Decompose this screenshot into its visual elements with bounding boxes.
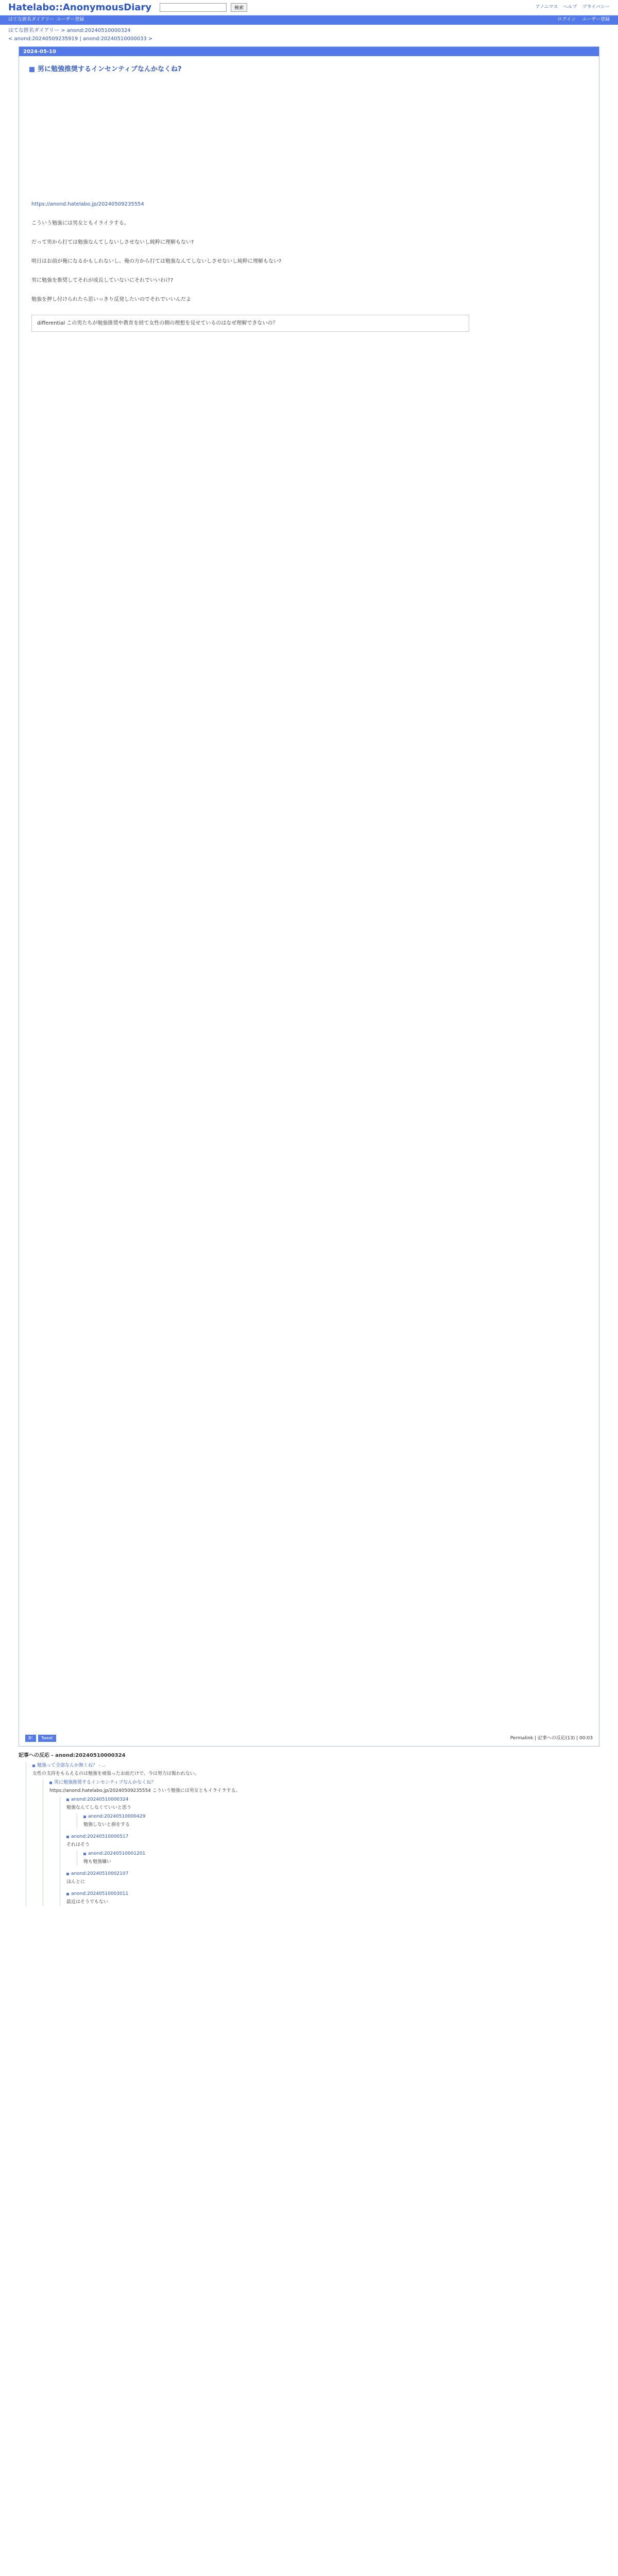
subbar-home[interactable]: はてな匿名ダイアリー <box>8 17 55 23</box>
breadcrumb <box>0 25 618 46</box>
header-link-privacy[interactable]: プライバシー <box>582 4 610 10</box>
comment-author[interactable]: 勉強って全部なんか無くね？ - .. <box>32 1762 599 1770</box>
tweet-button[interactable]: Tweet <box>38 1735 56 1742</box>
entry-title-row <box>19 56 599 77</box>
list-item <box>32 1762 599 1906</box>
list-item <box>66 1871 599 1886</box>
header-link-anonymous[interactable]: アノニマス <box>535 4 558 10</box>
comment-text: 俺も勉強嫌い <box>83 1859 112 1865</box>
quote-block: differential この男たちが勉強推奨や教育を経て女性の側の理想を見せているのはなぜ理解できないの？ <box>31 315 469 332</box>
site-header <box>0 0 618 15</box>
share-button[interactable]: B! <box>25 1735 36 1742</box>
comment-text: 勉強なんてしなくていいと思う <box>66 1805 132 1810</box>
body-line: 男に勉強を推奨してそれが成長していないにそれでいいわけ? <box>31 278 174 283</box>
entry-link[interactable]: https://anond.hatelabo.jp/20240509235554 <box>31 201 144 207</box>
square-icon <box>29 67 35 72</box>
list-item <box>66 1797 599 1828</box>
body-line: 勉強を押し付けられたら思いっきり反発したいのでそれでいいんだよ <box>31 297 191 302</box>
subbar-register[interactable]: ユーザー登録 <box>56 17 84 23</box>
comment-author[interactable]: anond:20240510000517 <box>66 1834 599 1841</box>
comment-text: それはそう <box>66 1842 90 1848</box>
login-link[interactable]: ログイン <box>557 17 576 23</box>
share-buttons <box>25 1735 56 1742</box>
comment-author[interactable]: anond:20240510000324 <box>66 1797 599 1804</box>
comment-author[interactable]: 男に勉強推奨するインセンティブなんかなくね？ <box>49 1780 599 1787</box>
header-links <box>536 4 610 11</box>
list-item <box>66 1834 599 1866</box>
prev-next-links[interactable]: < anond:20240509235919 | anond:20240510000033 > <box>8 36 153 42</box>
site-logo[interactable]: Hatelabo::AnonymousDiary <box>8 2 152 13</box>
comment-author[interactable]: anond:20240510001201 <box>83 1851 599 1858</box>
list-item <box>49 1780 599 1906</box>
body-line: だって男から打ては勉強なんてしないしさせないし純粋に理解もない? <box>31 240 194 245</box>
list-item <box>66 1891 599 1906</box>
entry-date: 2024-05-10 <box>19 47 599 56</box>
trackback-heading: 記事への反応 - anond:20240510000324 <box>19 1753 126 1758</box>
body-line: 明日はお前が俺になるかもしれないし、俺の方から打ては勉強なんてしないしさせないし純粋に理解もない? <box>31 259 282 264</box>
search-input[interactable] <box>160 3 227 12</box>
comment-text: https://anond.hatelabo.jp/20240509235554 こういう勉強には男女ともイライラする。 <box>49 1788 241 1793</box>
register-link[interactable]: ユーザー登録 <box>581 17 610 23</box>
comment-author[interactable]: anond:20240510003011 <box>66 1891 599 1898</box>
list-item <box>83 1814 599 1828</box>
entry-title[interactable]: 男に勉強推奨するインセンティブなんかなくね? <box>38 65 182 74</box>
comment-text: 最近はそうでもない <box>66 1899 109 1905</box>
breadcrumb-link[interactable]: はてな匿名ダイアリー > anond:20240510000324 <box>8 28 131 33</box>
comment-tree <box>26 1762 599 1906</box>
diary-entry <box>19 46 599 1747</box>
entry-footer[interactable]: Permalink | 記事への反応(13) | 00:03 <box>510 1735 593 1741</box>
comment-text: 女性の支持をもらえるのは勉強を頑張ったお前だけで、今は努力は報われない。 <box>32 1771 199 1776</box>
entry-body <box>19 200 599 332</box>
comment-text: 勉強しないと損をする <box>83 1822 130 1827</box>
comment-text: ほんとに <box>66 1879 85 1885</box>
header-link-help[interactable]: ヘルプ <box>563 4 577 10</box>
body-line: こういう勉強には男女ともイライラする。 <box>31 221 129 226</box>
comment-author[interactable]: anond:20240510002107 <box>66 1871 599 1878</box>
list-item <box>83 1851 599 1866</box>
trackback-section <box>0 1747 618 1906</box>
subbar <box>0 15 618 25</box>
search-button[interactable]: 検索 <box>231 3 247 12</box>
comment-author[interactable]: anond:20240510000429 <box>83 1814 599 1821</box>
